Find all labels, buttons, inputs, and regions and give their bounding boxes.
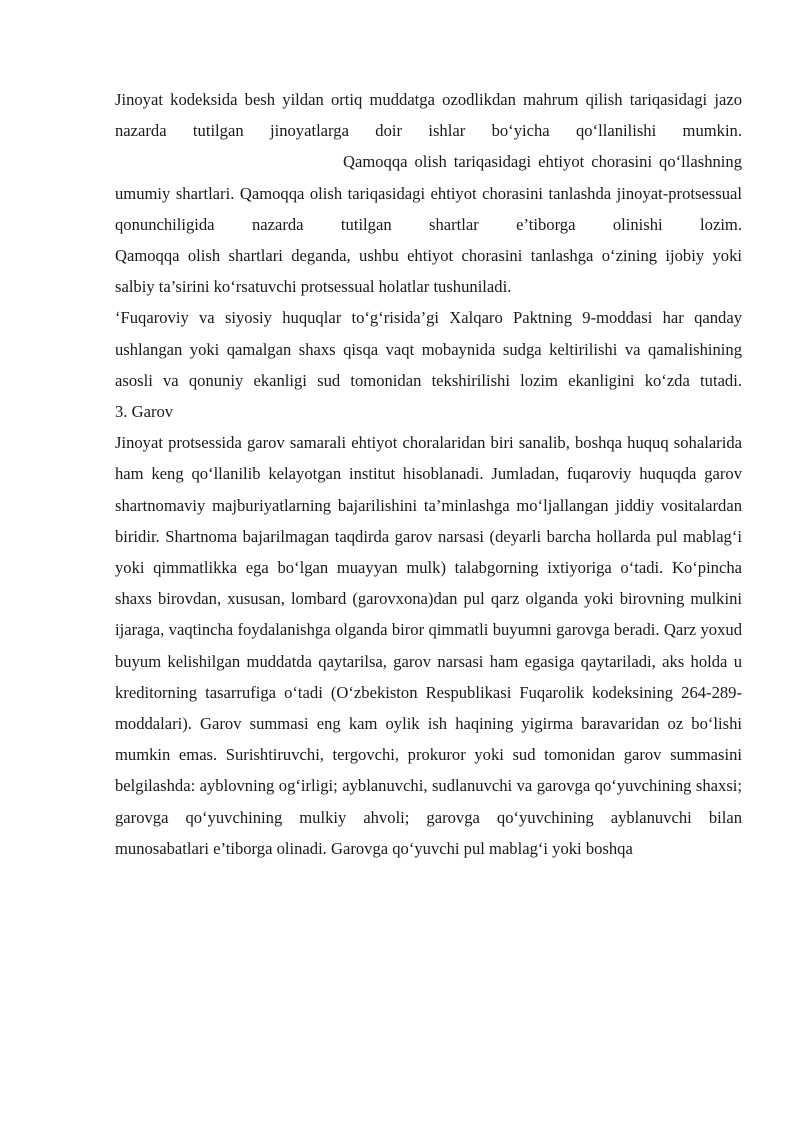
- paragraph-garov: Jinoyat protsessida garov samarali ehtiyot choralaridan biri sanalib, boshqa huquq sohalarida ham keng qo‘llanilib kelayotgan institut hisoblanadi. Jumladan, fuqaroviy huquqda garov shartnomaviy majburiyatlarning bajarilishini ta’minlashga mo‘ljallangan jiddiy vositalardan biridir. Shartnoma bajarilmagan taqdirda garov narsasi (deyarli barcha hollarda pul mablag‘i yoki qimmatlikka ega bo‘lgan muayyan mulk) talabgorning ixtiyoriga o‘tadi. Ko‘pincha shaxs birovdan, xususan, lombard (garovxona)dan pul qarz olganda yoki birovning mulkini ijaraga, vaqtincha foydalanishga olganda biror qimmatli buyumni garovga beradi. Qarz yoxud buyum kelishilgan muddatda qaytarilsa, garov narsasi ham egasiga qaytariladi, aks holda u kreditorning tasarrufiga o‘tadi (O‘zbekiston Respublikasi Fuqarolik kodeksining 264-289-moddalari). Garov summasi eng kam oylik ish haqining yigirma baravaridan oz bo‘lishi mumkin emas. Surishtiruvchi, tergovchi, prokuror yoki sud tomonidan garov summasini belgilashda: ayblovning og‘irligi; ayblanuvchi, sudlanuvchi va garovga qo‘yuvchining shaxsi; garovga qo‘yuvchining mulkiy ahvoli; garovga qo‘yuvchining ayblanuvchi bilan munosabatlari e’tiborga olinadi. Garovga qo‘yuvchi pul mablag‘i yoki boshqa: [115, 433, 742, 858]
- paragraph-text: Jinoyat kodeksida besh yildan ortiq muddatga ozodlikdan mahrum qilish tariqasidagi jazo nazarda tutilgan jinoyatlarga doir ishlar bo‘yicha qo‘llanilishi mumkin.: [115, 90, 742, 141]
- paragraph-shartlar-tushunchasi: Qamoqqa olish shartlari deganda, ushbu ehtiyot chorasini tanlashga o‘zining ijobiy yoki salbiy ta’sirini ko‘rsatuvchi protsessual holatlar tushuniladi.: [115, 246, 742, 297]
- paragraph-xalqaro-pakt: ‘Fuqaroviy va siyosiy huquqlar to‘g‘risida’gi Xalqaro Paktning 9-moddasi har qanday ushlangan yoki qamalgan shaxs qisqa vaqt mobaynida sudga keltirilishi va qamalishining asosli va qonuniy ekanligi sud tomonidan tekshirilishi lozim ekanligini ko‘zda tutadi.: [115, 308, 742, 390]
- section-heading-garov: 3. Garov: [115, 402, 174, 422]
- paragraph-qamoqqa-olish-shartlari: Qamoqqa olish tariqasidagi ehtiyot chorasini qo‘llashning umumiy shartlari. Qamoqqa olish tariqasidagi ehtiyot chorasini tanlashda jinoyat-protsessual qonunchiligida nazarda tutilgan shartlar e’tiborga olinishi lozim.: [115, 152, 742, 234]
- paragraph-jinoyat-kodeksi: [115, 84, 742, 240]
- document-body: [115, 84, 742, 864]
